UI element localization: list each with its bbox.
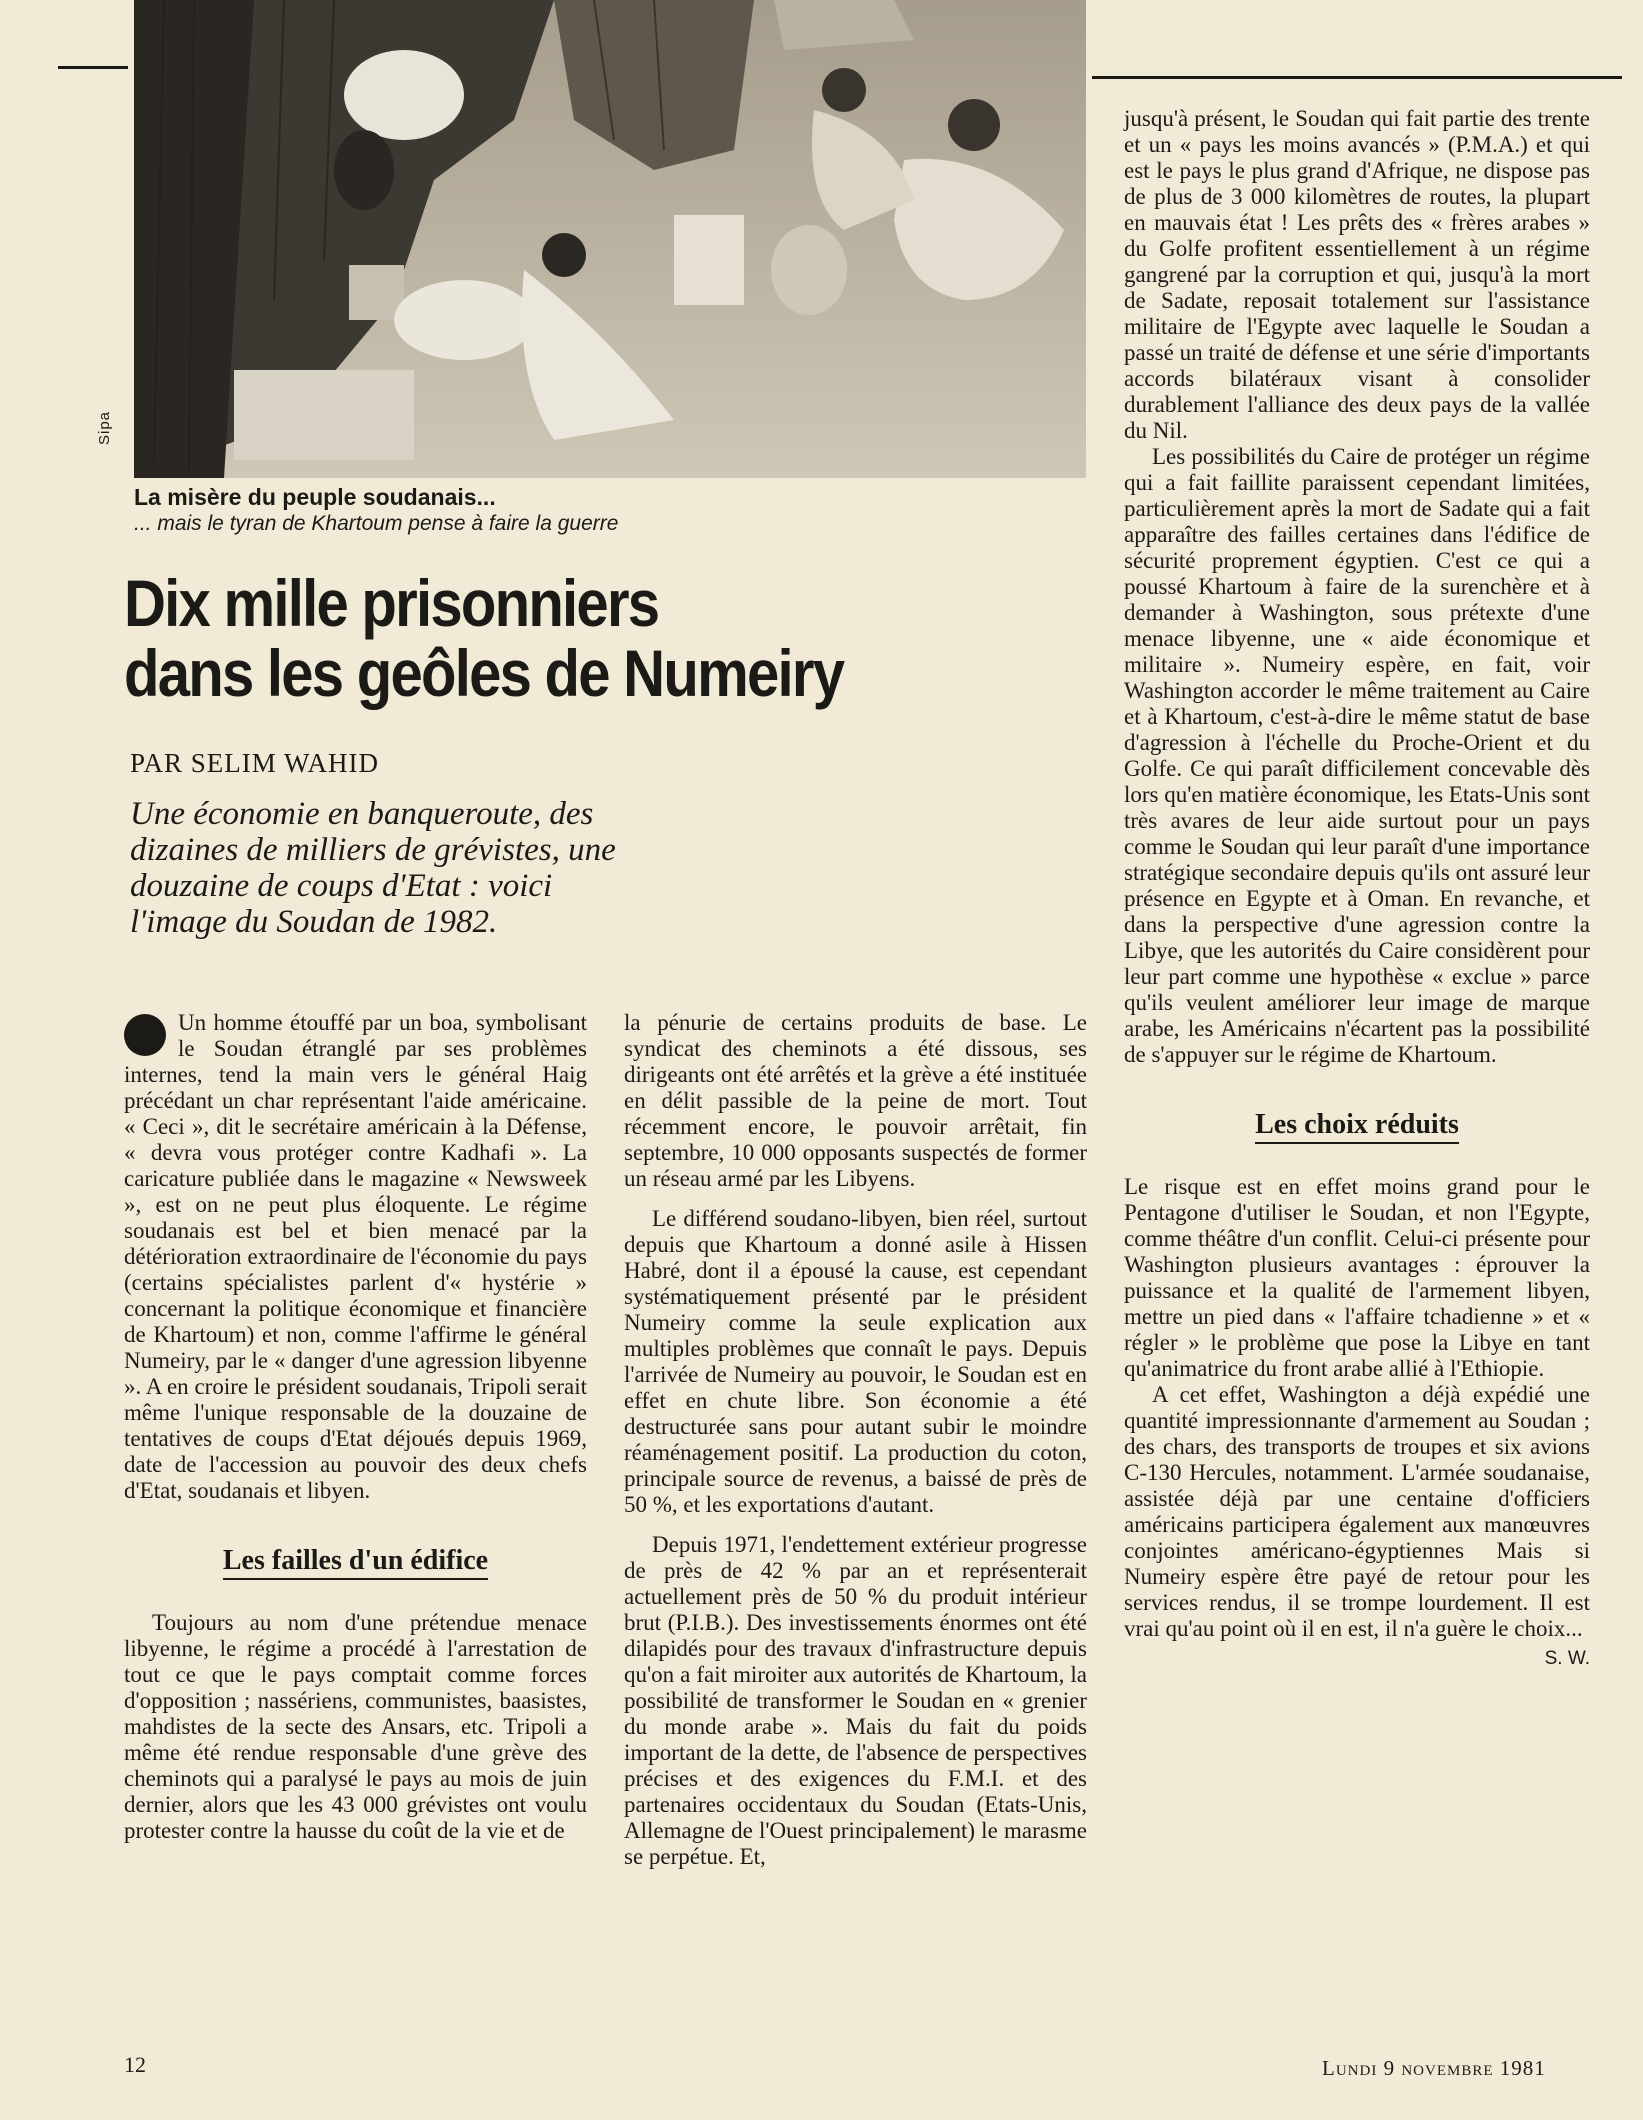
paragraph: A cet effet, Washington a déjà expédié une quantité impressionnante d'armement au Soudan ; des chars, des transports de troupes et six avions C-130 Hercules, notamment. L'armée soudanaise, assistée déjà par une centaine d'officiers américains participera également aux manœuvres conjointes américano-égyptiennes Mais si Numeiry espère être payé de retour pour les services rendus, il se trompe lourdement. Il est vrai qu'au point où il en est, il n'a guère le choix...	[1124, 1382, 1590, 1641]
column-1	[124, 1010, 587, 1844]
column-2	[624, 1010, 1087, 1870]
paragraph: Toujours au nom d'une prétendue menace libyenne, le régime a procédé à l'arrestation de tout ce que le pays comptait comme forces d'opposition ; nassériens, communistes, baasistes, mahdistes de la secte des Ansars, etc. Tripoli a même été rendue responsable d'une grève des cheminots qui a paralysé le pays au mois de juin dernier, alors que les 43 000 grévistes ont voulu protester contre la hausse du coût de la vie et de	[124, 1610, 587, 1843]
paragraph: Le différend soudano-libyen, bien réel, surtout depuis que Khartoum a donné asile à Hissen Habré, dont il a épousé la cause, est cependant systématiquement présenté par le président Numeiry comme la seule explication aux multiples problèmes que connaît le pays. Depuis l'arrivée de Numeiry au pouvoir, le Soudan est en effet en chute libre. Son économie a été destructurée sans pour autant subir le moindre réaménagement positif. La production du coton, principale source de revenus, a baissé de près de 50 %, et les exportations d'autant.	[624, 1206, 1087, 1517]
column-3	[1124, 106, 1590, 1672]
page-number: 12	[124, 2052, 146, 2077]
article-headline	[124, 568, 969, 708]
photo-credit: Sipa	[96, 410, 113, 445]
paragraph: jusqu'à présent, le Soudan qui fait partie des trente et un « pays les moins avancés » (P.M.A.) et qui est le pays le plus grand d'Afrique, ne dispose pas de plus de 3 000 kilomètres de routes, la plupart en mauvais état ! Les prêts des « frères arabes » du Golfe profitent essentiellement à un régime gangrené par la corruption et qui, jusqu'à la mort de Sadate, reposait totalement sur l'assistance militaire de l'Egypte avec laquelle le Soudan a passé un traité de défense et une série d'importants accords bilatéraux visant à consolider durablement l'alliance des deux pays de la vallée du Nil.	[1124, 106, 1590, 443]
paragraph: Les possibilités du Caire de protéger un régime qui a fait faillite paraissent cependant limitées, particulièrement après la mort de Sadate qui a fait apparaître des failles certaines dans l'édifice de sécurité proprement égyptien. C'est ce qui a poussé Khartoum à faire de la surenchère et à demander à Washington, sous prétexte d'une menace libyenne, une « aide économique et militaire ». Numeiry espère, en fait, voir Washington accorder le même traitement au Caire et à Khartoum, c'est-à-dire le même statut de base d'agression à l'échelle du Proche-Orient et du Golfe. Ce qui paraît difficilement concevable dès lors qu'en matière économique, les Etats-Unis sont très avares de leur aide surtout pour un pays comme le Soudan qui leur paraît d'une importance stratégique secondaire depuis qu'ils ont assuré leur présence en Egypte et à Oman. En revanche, et dans la perspective d'une agression contre la Libye, que les autorités du Caire considèrent pour leur part comme une hypothèse « exclue » parce qu'ils veulent améliorer leur image de marque arabe, les Américains n'écartent pas la possibilité de s'appuyer sur le régime de Khartoum.	[1124, 444, 1590, 1067]
top-rule-left	[58, 66, 128, 69]
photo-illustration	[134, 0, 1086, 478]
photo-caption-bold: La misère du peuple soudanais...	[134, 484, 496, 510]
byline: PAR SELIM WAHID	[130, 748, 380, 778]
news-photo	[134, 0, 1086, 478]
issue-date: Lundi 9 novembre 1981	[1322, 2056, 1546, 2080]
bullet-icon	[124, 1014, 166, 1056]
standfirst: Une économie en banqueroute, des dizaines de milliers de grévistes, une douzaine de coups d'Etat : voici l'image du Soudan de 1982.	[130, 796, 616, 940]
top-rule-right	[1092, 76, 1622, 79]
headline-line-2: dans les geôles de Numeiry	[124, 636, 844, 710]
lead-paragraph: Un homme étouffé par un boa, symbolisant le Soudan étranglé par ses problèmes internes, tend la main vers le général Haig précédant un char représentant l'aide américaine. « Ceci », dit le secrétaire américain à la Défense, « devra vous protéger contre Kadhafi ». La caricature publiée dans le magazine « Newsweek », est on ne peut plus éloquente. Le régime soudanais est bel et bien menacé par la détérioration extraordinaire de l'économie du pays (certains spécialistes parlent d'« hystérie » concernant la politique économique et financière de Khartoum) et non, comme l'affirme le général Numeiry, par le « danger d'une agression libyenne ». A en croire le président soudanais, Tripoli serait même l'unique responsable de la douzaine de tentatives de coups d'Etat déjoués depuis 1969, date de l'accession au pouvoir des deux chefs d'Etat, soudanais et libyen.	[124, 1010, 587, 1503]
author-signature: S. W.	[1544, 1648, 1590, 1669]
photo-caption-italic: ... mais le tyran de Khartoum pense à faire la guerre	[134, 512, 619, 535]
paragraph: Depuis 1971, l'endettement extérieur progresse de près de 42 % par an et représenterait actuellement près de 50 % du produit intérieur brut (P.I.B.). Des investissements énormes ont été dilapidés pour des travaux d'infrastructure depuis qu'on a fait miroiter aux autorités de Khartoum, la possibilité de transformer le Soudan en « grenier du monde arabe ». Mais du fait du poids important de la dette, de l'absence de perspectives précises et des exigences du F.M.I. et des partenaires occidentaux du Soudan (Etats-Unis, Allemagne de l'Ouest principalement) le marasme se perpétue. Et,	[624, 1532, 1087, 1869]
paragraph: la pénurie de certains produits de base. Le syndicat des cheminots a été dissous, ses dirigeants ont été arrêtés et la grève a été instituée en délit passible de la peine de mort. Tout récemment encore, le pouvoir arrêtait, fin septembre, 10 000 opposants suspectés de former un réseau armé par les Libyens.	[624, 1010, 1087, 1191]
subhead-failles: Les failles d'un édifice	[124, 1548, 587, 1574]
headline-line-1: Dix mille prisonniers	[124, 566, 659, 640]
paragraph: Le risque est en effet moins grand pour le Pentagone d'utiliser le Soudan, et non l'Egypte, comme théâtre d'un conflit. Celui-ci présente pour Washington plusieurs avantages : éprouver la puissance et la qualité de l'armement libyen, mettre un pied dans « l'affaire tchadienne » et « régler » le problème que pose la Libye en tant qu'animatrice du front arabe allié à l'Ethiopie.	[1124, 1174, 1590, 1381]
subhead-choix: Les choix réduits	[1124, 1112, 1590, 1138]
